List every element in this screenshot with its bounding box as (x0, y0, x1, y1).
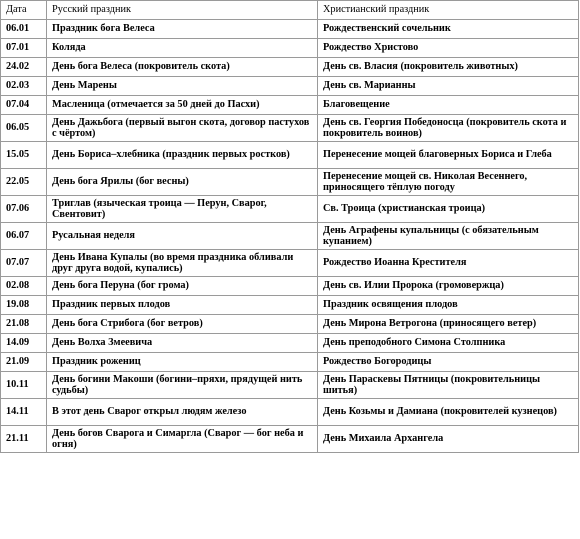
cell-christian-holiday: Рождество Богородицы (318, 353, 579, 372)
header-christian-holiday: Христианский праздник (318, 1, 579, 20)
cell-russian-holiday: День богини Макоши (богини–пряхи, прядущей нить судьбы) (47, 372, 318, 399)
cell-christian-holiday: День св. Илии Пророка (громовержца) (318, 277, 579, 296)
table-row (1, 20, 579, 39)
table-row (1, 169, 579, 196)
cell-date: 21.11 (1, 426, 47, 453)
cell-christian-holiday: Перенесение мощей благоверных Бориса и Глеба (318, 142, 579, 169)
cell-russian-holiday: Праздник рожениц (47, 353, 318, 372)
cell-russian-holiday: Праздник бога Велеса (47, 20, 318, 39)
cell-date: 07.01 (1, 39, 47, 58)
cell-christian-holiday: Св. Троица (христианская троица) (318, 196, 579, 223)
table-row (1, 250, 579, 277)
cell-date: 07.04 (1, 96, 47, 115)
cell-russian-holiday: День бога Перуна (бог грома) (47, 277, 318, 296)
cell-date: 14.11 (1, 399, 47, 426)
cell-russian-holiday: День богов Сварога и Симаргла (Сварог — бог неба и огня) (47, 426, 318, 453)
cell-christian-holiday: Рождество Христово (318, 39, 579, 58)
table-row (1, 96, 579, 115)
cell-date: 06.07 (1, 223, 47, 250)
cell-date: 07.06 (1, 196, 47, 223)
cell-date: 06.01 (1, 20, 47, 39)
cell-christian-holiday: День Параскевы Пятницы (покровительницы шитья) (318, 372, 579, 399)
table-row (1, 58, 579, 77)
cell-date: 07.07 (1, 250, 47, 277)
cell-russian-holiday: День бога Стрибога (бог ветров) (47, 315, 318, 334)
table-body (1, 20, 579, 453)
cell-date: 14.09 (1, 334, 47, 353)
table-row (1, 296, 579, 315)
table-row (1, 399, 579, 426)
cell-russian-holiday: День Марены (47, 77, 318, 96)
table-header (1, 1, 579, 20)
table-row (1, 334, 579, 353)
cell-christian-holiday: Перенесение мощей св. Николая Весеннего, приносящего тёплую погоду (318, 169, 579, 196)
table-row (1, 223, 579, 250)
cell-christian-holiday: Благовещение (318, 96, 579, 115)
cell-christian-holiday: День св. Марианны (318, 77, 579, 96)
table-row (1, 115, 579, 142)
table-row (1, 196, 579, 223)
cell-christian-holiday: День преподобного Симона Столпника (318, 334, 579, 353)
header-row (1, 1, 579, 20)
cell-christian-holiday: День св. Власия (покровитель животных) (318, 58, 579, 77)
cell-christian-holiday: День Михаила Архангела (318, 426, 579, 453)
cell-russian-holiday: День Ивана Купалы (во время праздника обливали друг друга водой, купались) (47, 250, 318, 277)
cell-date: 06.05 (1, 115, 47, 142)
cell-christian-holiday: День Козьмы и Дамиана (покровителей кузнецов) (318, 399, 579, 426)
cell-date: 15.05 (1, 142, 47, 169)
table-row (1, 315, 579, 334)
cell-christian-holiday: День св. Георгия Победоносца (покровитель скота и покровитель воинов) (318, 115, 579, 142)
table-row (1, 277, 579, 296)
cell-russian-holiday: В этот день Сварог открыл людям железо (47, 399, 318, 426)
table-row (1, 426, 579, 453)
cell-date: 22.05 (1, 169, 47, 196)
cell-christian-holiday: День Мирона Ветрогона (приносящего ветер) (318, 315, 579, 334)
cell-russian-holiday: Русальная неделя (47, 223, 318, 250)
header-russian-holiday: Русский праздник (47, 1, 318, 20)
cell-date: 19.08 (1, 296, 47, 315)
table-row (1, 142, 579, 169)
cell-date: 10.11 (1, 372, 47, 399)
table-row (1, 39, 579, 58)
table-row (1, 372, 579, 399)
cell-russian-holiday: Праздник первых плодов (47, 296, 318, 315)
cell-date: 02.08 (1, 277, 47, 296)
cell-christian-holiday: Рождество Иоанна Крестителя (318, 250, 579, 277)
cell-christian-holiday: Рождественский сочельник (318, 20, 579, 39)
cell-date: 02.03 (1, 77, 47, 96)
cell-date: 24.02 (1, 58, 47, 77)
cell-russian-holiday: Триглав (языческая троица — Перун, Сварог, Свентовит) (47, 196, 318, 223)
cell-russian-holiday: День Бориса–хлебника (праздник первых ростков) (47, 142, 318, 169)
table-row (1, 353, 579, 372)
cell-christian-holiday: Праздник освящения плодов (318, 296, 579, 315)
cell-russian-holiday: День бога Ярилы (бог весны) (47, 169, 318, 196)
cell-russian-holiday: День Дажьбога (первый выгон скота, договор пастухов с чёртом) (47, 115, 318, 142)
cell-date: 21.09 (1, 353, 47, 372)
header-date: Дата (1, 1, 47, 20)
cell-christian-holiday: День Аграфены купальницы (с обязательным купанием) (318, 223, 579, 250)
cell-date: 21.08 (1, 315, 47, 334)
cell-russian-holiday: День Волха Змеевича (47, 334, 318, 353)
cell-russian-holiday: Масленица (отмечается за 50 дней до Пасхи) (47, 96, 318, 115)
table-row (1, 77, 579, 96)
cell-russian-holiday: День бога Велеса (покровитель скота) (47, 58, 318, 77)
cell-russian-holiday: Коляда (47, 39, 318, 58)
